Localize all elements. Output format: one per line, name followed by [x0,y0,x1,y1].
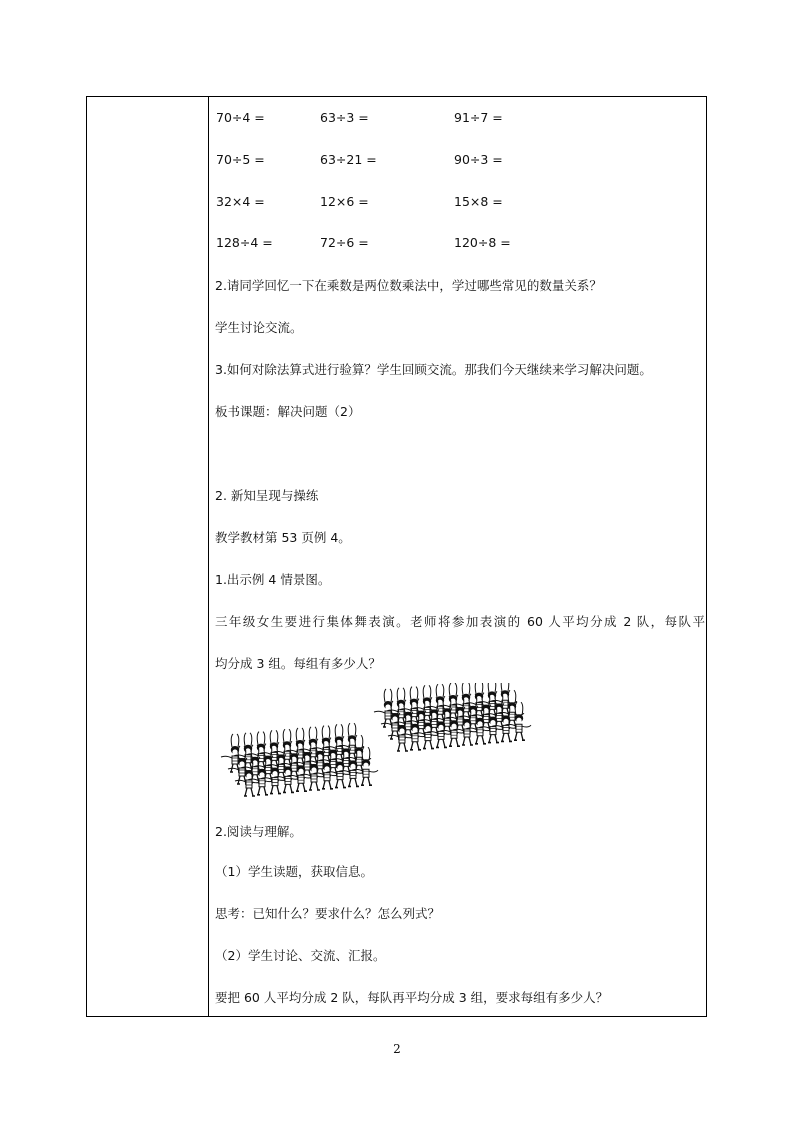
equation: 32×4 = [216,194,265,209]
problem-text-line1: 三年级女生要进行集体舞表演。老师将参加表演的 60 人平均分成 2 队，每队平 [215,614,705,629]
reading-heading: 2.阅读与理解。 [215,824,302,839]
page-number: 2 [393,1042,401,1056]
equation: 128÷4 = [216,235,273,250]
section-heading: 2. 新知呈现与操练 [215,488,319,503]
textbook-reference: 教学教材第 53 页例 4。 [215,530,351,545]
equation: 15×8 = [454,194,503,209]
thinking-prompt: 思考：已知什么？要求什么？怎么列式？ [215,906,441,921]
equation: 120÷8 = [454,235,511,250]
equation: 70÷5 = [216,152,265,167]
equation: 91÷7 = [454,110,503,125]
equation: 63÷3 = [320,110,369,125]
equation: 12×6 = [320,194,369,209]
lesson-topic: 板书课题：解决问题（2） [215,404,361,419]
question-2: 2.请同学回忆一下在乘数是两位数乘法中，学过哪些常见的数量关系？ [215,278,602,293]
problem-text-line2: 均分成 3 组。每组有多少人？ [215,656,381,671]
step-2: （2）学生讨论、交流、汇报。 [215,948,386,963]
dancers-illustration [213,683,538,801]
problem-restated: 要把 60 人平均分成 2 队，每队再平均分成 3 组，要求每组有多少人？ [215,990,609,1005]
student-discussion: 学生讨论交流。 [215,320,303,335]
show-example: 1.出示例 4 情景图。 [215,572,331,587]
question-3: 3.如何对除法算式进行验算？学生回顾交流。那我们今天继续来学习解决问题。 [215,362,652,377]
equation: 90÷3 = [454,152,503,167]
equation: 63÷21 = [320,152,377,167]
lesson-table [86,96,707,1017]
equation: 72÷6 = [320,235,369,250]
step-1: （1）学生读题，获取信息。 [215,864,373,879]
equation: 70÷4 = [216,110,265,125]
column-divider [208,97,209,1016]
children-groups [221,683,531,796]
